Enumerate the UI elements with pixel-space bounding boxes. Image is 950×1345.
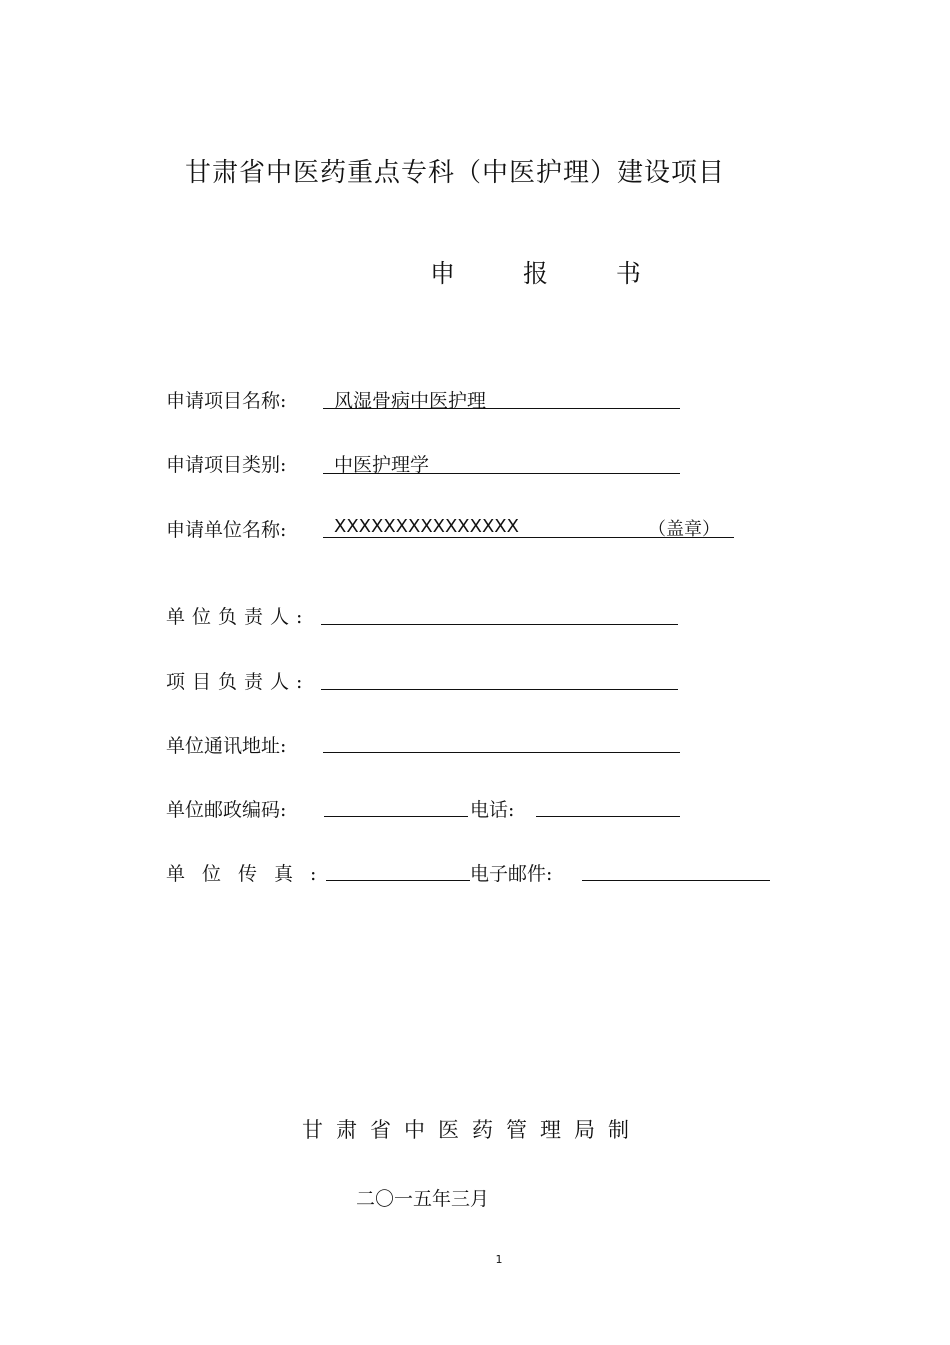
- page-number: 1: [495, 1253, 503, 1266]
- issuer-line: 甘肃省中医药管理局制: [302, 1118, 642, 1142]
- email-field[interactable]: [582, 880, 770, 881]
- fax-label: 单位传真:: [166, 863, 334, 885]
- email-label: 电子邮件:: [470, 863, 553, 885]
- phone-label: 电话:: [470, 799, 515, 821]
- project-head-field[interactable]: [321, 689, 678, 690]
- fax-field[interactable]: [326, 880, 470, 881]
- mailing-address-label: 单位通讯地址:: [166, 735, 287, 757]
- project-category-label: 申请项目类别:: [166, 454, 287, 476]
- project-category-field[interactable]: 中医护理学: [334, 454, 430, 476]
- issue-date: 二〇一五年三月: [356, 1188, 490, 1210]
- seal-note: （盖章）: [648, 519, 720, 540]
- applicant-unit-field[interactable]: XXXXXXXXXXXXXXX: [334, 516, 519, 537]
- project-head-label: 项目负责人:: [166, 671, 310, 693]
- applicant-unit-label: 申请单位名称:: [166, 519, 287, 541]
- phone-field[interactable]: [536, 816, 680, 817]
- project-name-label: 申请项目名称:: [166, 390, 287, 412]
- project-name-field[interactable]: 风湿骨病中医护理: [334, 390, 487, 412]
- mailing-address-field[interactable]: [323, 752, 680, 753]
- document-subtitle: 申 报 书: [430, 259, 671, 288]
- postal-code-label: 单位邮政编码:: [166, 799, 287, 821]
- document-title: 甘肃省中医药重点专科（中医护理）建设项目: [184, 158, 725, 188]
- unit-head-field[interactable]: [321, 624, 678, 625]
- postal-code-field[interactable]: [324, 816, 468, 817]
- unit-head-label: 单位负责人:: [166, 606, 310, 628]
